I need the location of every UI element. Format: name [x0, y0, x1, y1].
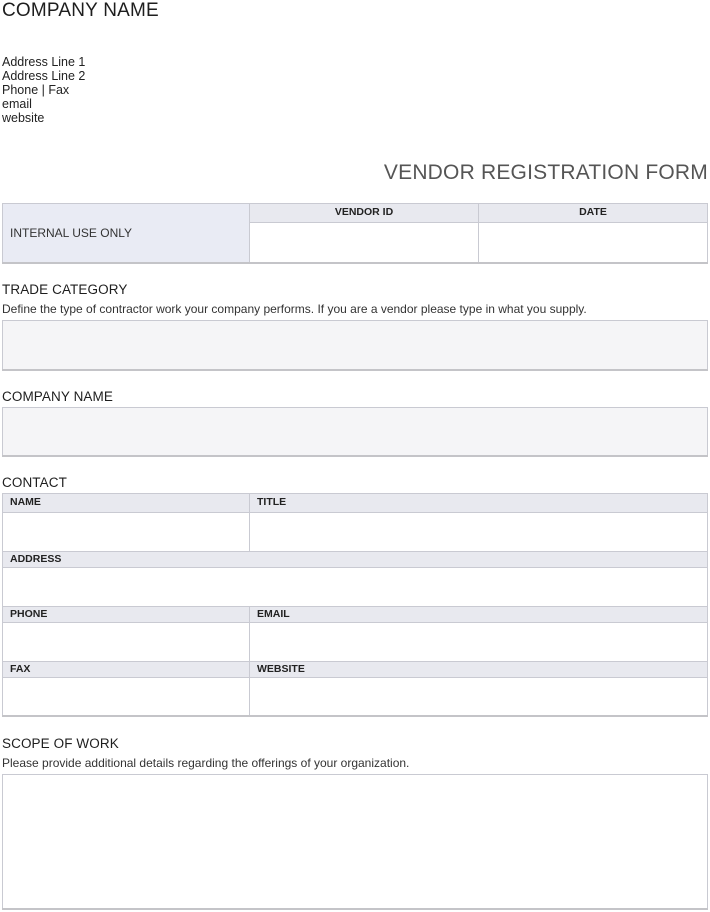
website-field[interactable] — [249, 677, 708, 716]
company-name-field[interactable] — [2, 407, 708, 456]
address-line-1: Address Line 1 — [2, 55, 86, 69]
date-header: DATE — [478, 203, 708, 223]
phone-header: PHONE — [2, 606, 250, 623]
internal-use-label: INTERNAL USE ONLY — [2, 203, 250, 263]
email-line: email — [2, 97, 32, 111]
trade-category-description: Define the type of contractor work your company performs. If you are a vendor please type in what you supply. — [2, 302, 587, 316]
name-header: NAME — [2, 493, 250, 513]
company-name-bottom-rule — [2, 455, 708, 457]
address-field[interactable] — [2, 567, 708, 607]
contact-section-title: CONTACT — [2, 475, 67, 490]
company-name-heading: COMPANY NAME — [2, 0, 159, 21]
website-header: WEBSITE — [249, 661, 708, 678]
address-line-2: Address Line 2 — [2, 69, 86, 83]
email-field[interactable] — [249, 622, 708, 662]
scope-of-work-title: SCOPE OF WORK — [2, 736, 119, 751]
scope-of-work-field[interactable] — [2, 774, 708, 909]
phone-fax-line: Phone | Fax — [2, 83, 70, 97]
scope-bottom-rule — [2, 908, 708, 910]
trade-category-field[interactable] — [2, 320, 708, 370]
address-header: ADDRESS — [2, 551, 708, 568]
website-line: website — [2, 111, 45, 125]
form-title: VENDOR REGISTRATION FORM — [383, 161, 708, 184]
company-name-section-title: COMPANY NAME — [2, 389, 113, 404]
fax-header: FAX — [2, 661, 250, 678]
scope-of-work-description: Please provide additional details regarding the offerings of your organization. — [2, 756, 410, 770]
fax-field[interactable] — [2, 677, 250, 716]
vendor-id-field[interactable] — [249, 222, 479, 263]
vendor-id-header: VENDOR ID — [249, 203, 479, 223]
title-field[interactable] — [249, 512, 708, 552]
trade-category-bottom-rule — [2, 369, 708, 371]
name-field[interactable] — [2, 512, 250, 552]
contact-bottom-rule — [2, 715, 708, 717]
date-field[interactable] — [478, 222, 708, 263]
email-header: EMAIL — [249, 606, 708, 623]
trade-category-title: TRADE CATEGORY — [2, 282, 128, 297]
title-header: TITLE — [249, 493, 708, 513]
table-bottom-rule — [2, 262, 708, 264]
phone-field[interactable] — [2, 622, 250, 662]
